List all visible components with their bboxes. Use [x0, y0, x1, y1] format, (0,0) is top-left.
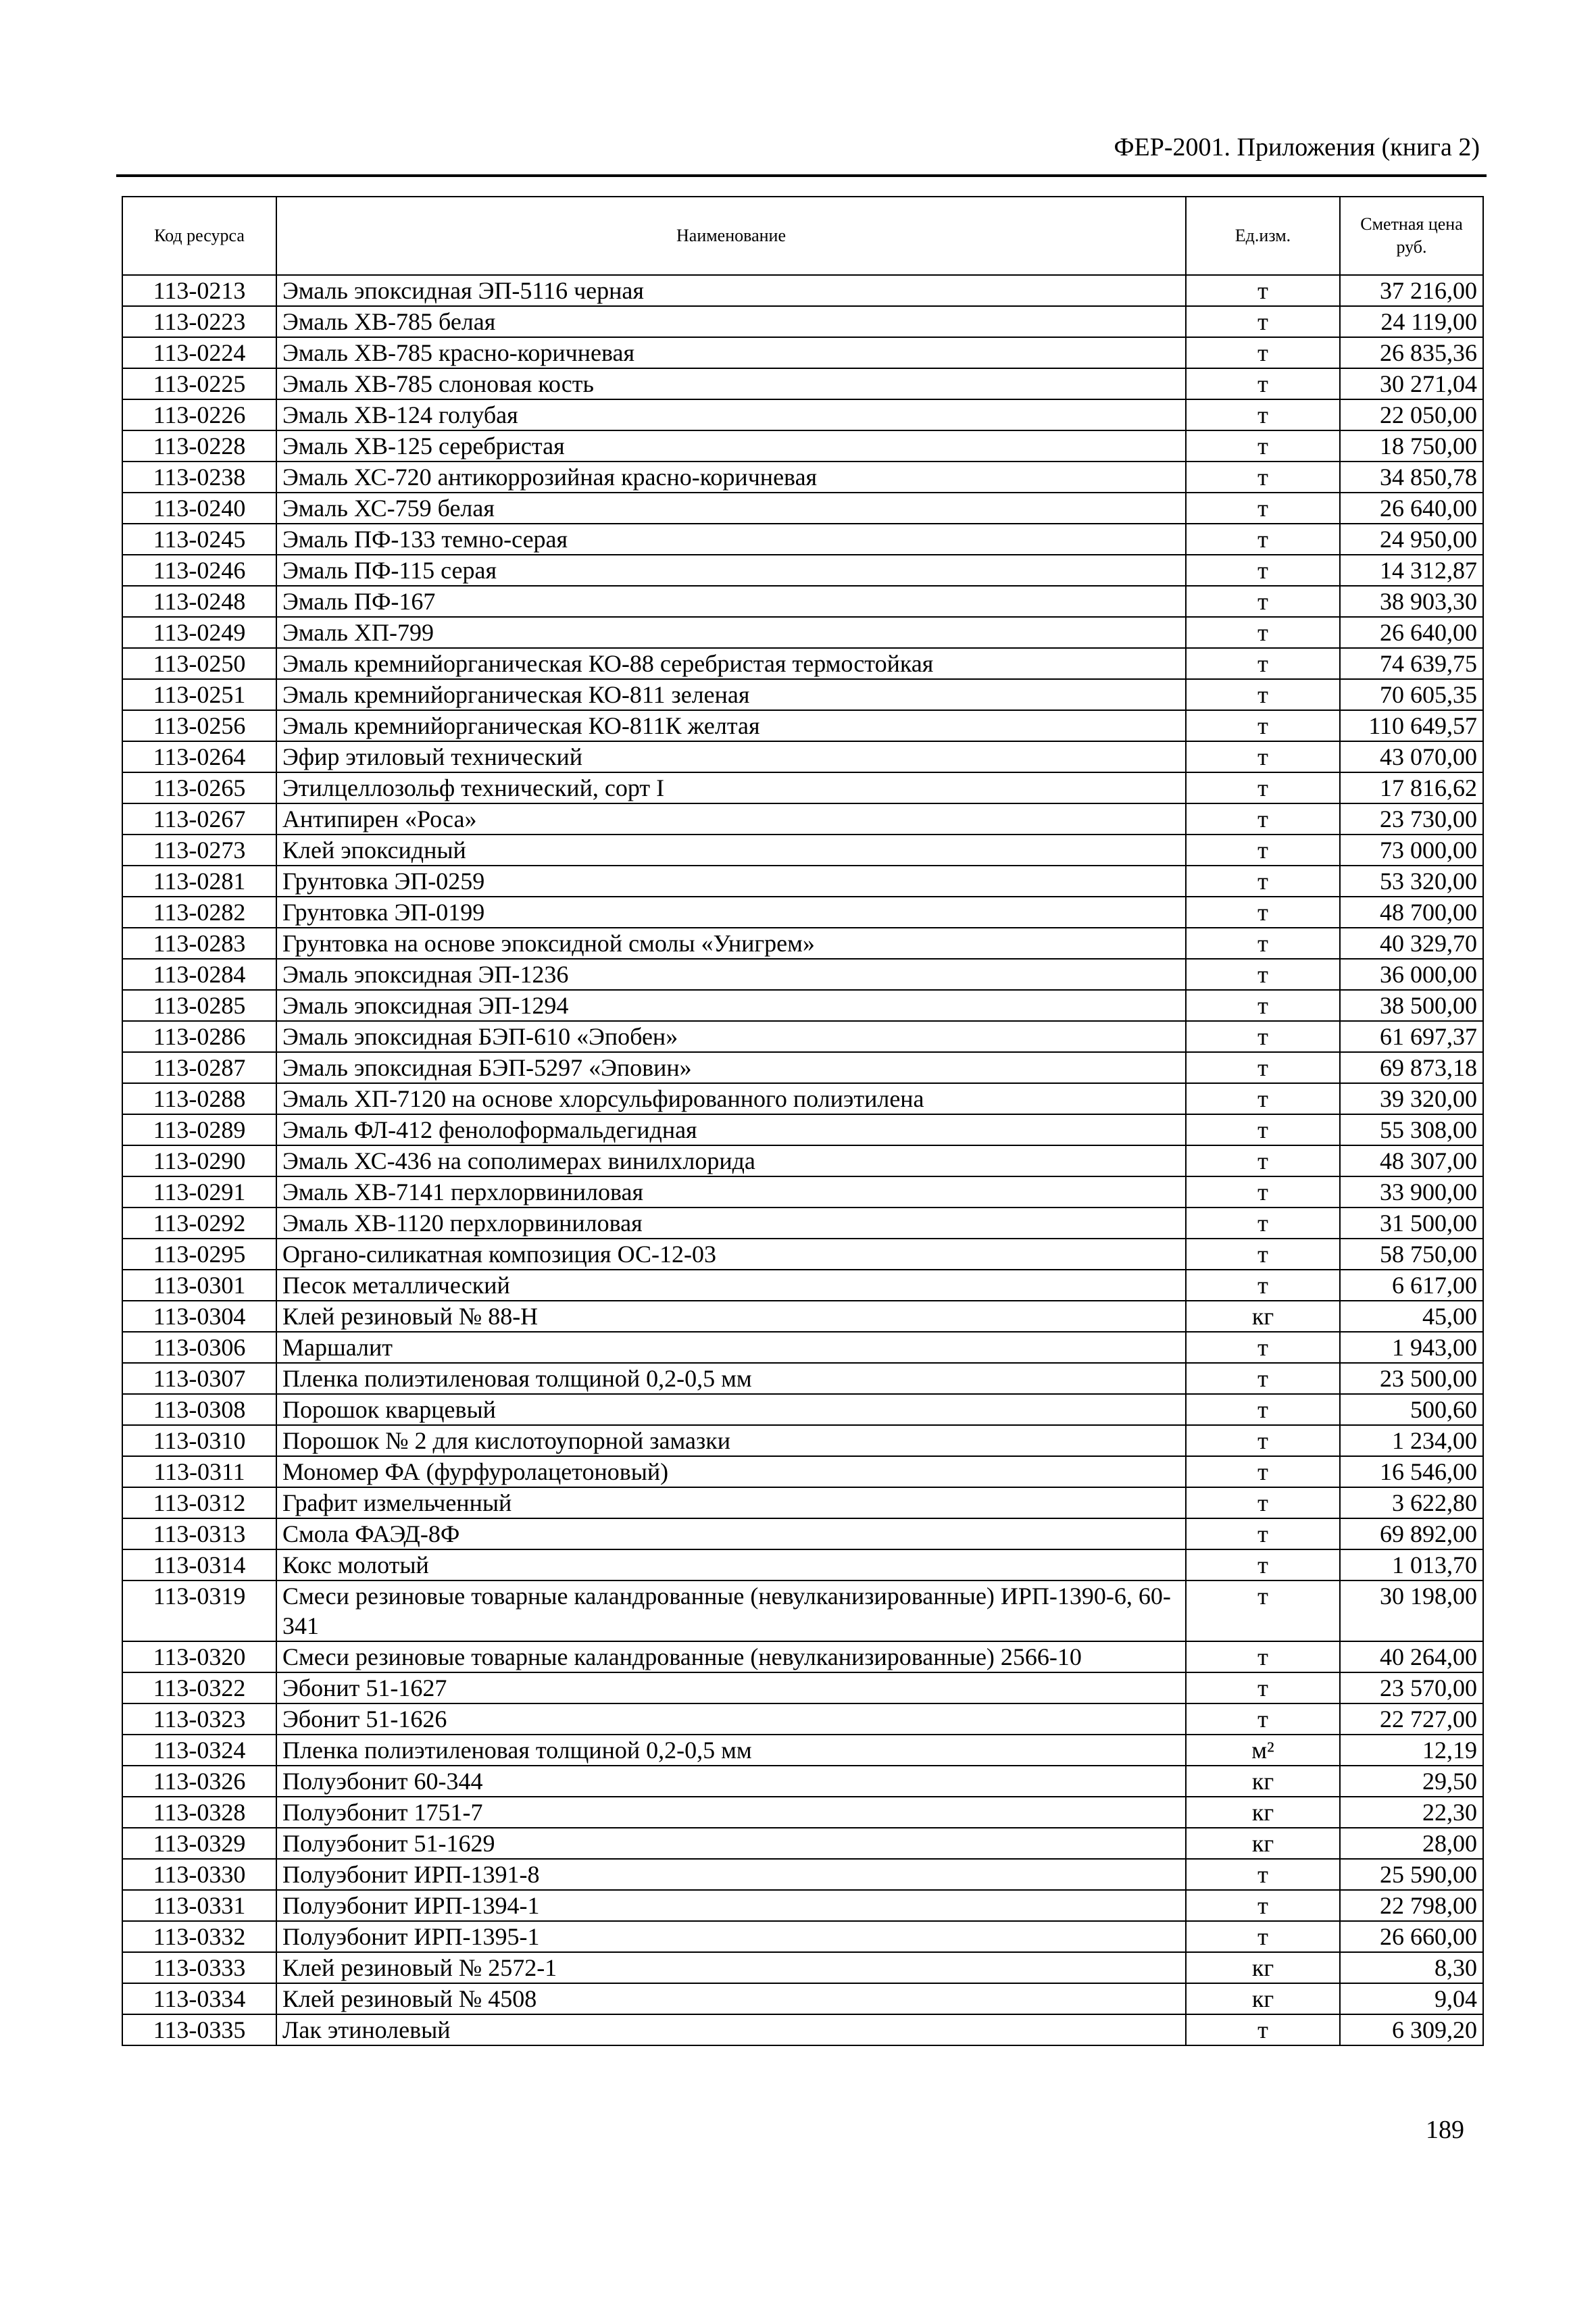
table-row	[122, 1580, 1483, 1641]
table-row	[122, 1983, 1483, 2014]
cell-price: 26 660,00	[1340, 1921, 1483, 1952]
cell-name: Эмаль ХП-7120 на основе хлорсульфированного полиэтилена	[276, 1083, 1186, 1114]
cell-code: 113-0245	[122, 524, 276, 555]
table-row	[122, 835, 1483, 866]
cell-code: 113-0285	[122, 990, 276, 1021]
cell-price: 74 639,75	[1340, 648, 1483, 679]
cell-price: 26 640,00	[1340, 493, 1483, 524]
cell-price: 69 892,00	[1340, 1518, 1483, 1549]
cell-price: 37 216,00	[1340, 275, 1483, 306]
cell-unit: т	[1186, 524, 1340, 555]
cell-unit: т	[1186, 1921, 1340, 1952]
cell-code: 113-0329	[122, 1828, 276, 1859]
cell-unit: т	[1186, 1672, 1340, 1703]
cell-price: 24 119,00	[1340, 306, 1483, 337]
table-row	[122, 1239, 1483, 1270]
cell-unit: т	[1186, 337, 1340, 368]
cell-price: 110 649,57	[1340, 710, 1483, 741]
cell-code: 113-0313	[122, 1518, 276, 1549]
cell-name: Клей резиновый № 88-Н	[276, 1301, 1186, 1332]
cell-price: 22,30	[1340, 1797, 1483, 1828]
cell-name: Эмаль ХВ-785 слоновая кость	[276, 368, 1186, 399]
cell-code: 113-0310	[122, 1425, 276, 1456]
table-row	[122, 462, 1483, 493]
cell-unit: т	[1186, 493, 1340, 524]
cell-code: 113-0334	[122, 1983, 276, 2014]
cell-name: Пленка полиэтиленовая толщиной 0,2-0,5 мм	[276, 1735, 1186, 1766]
cell-price: 24 950,00	[1340, 524, 1483, 555]
cell-name: Эфир этиловый технический	[276, 741, 1186, 772]
cell-name: Эмаль эпоксидная ЭП-1294	[276, 990, 1186, 1021]
table-body	[122, 275, 1483, 2045]
cell-price: 26 835,36	[1340, 337, 1483, 368]
cell-price: 23 730,00	[1340, 803, 1483, 835]
cell-name: Полуэбонит 51-1629	[276, 1828, 1186, 1859]
table-row	[122, 1114, 1483, 1145]
cell-unit: т	[1186, 1641, 1340, 1672]
cell-name: Этилцеллозольф технический, сорт I	[276, 772, 1186, 803]
cell-code: 113-0286	[122, 1021, 276, 1052]
cell-code: 113-0281	[122, 866, 276, 897]
cell-code: 113-0256	[122, 710, 276, 741]
cell-price: 29,50	[1340, 1766, 1483, 1797]
cell-price: 22 798,00	[1340, 1890, 1483, 1921]
cell-name: Полуэбонит ИРП-1391-8	[276, 1859, 1186, 1890]
table-row	[122, 430, 1483, 462]
cell-unit: т	[1186, 1363, 1340, 1394]
cell-unit: т	[1186, 1394, 1340, 1425]
page-header-title: ФЕР-2001. Приложения (книга 2)	[1114, 133, 1480, 161]
table-row	[122, 1672, 1483, 1703]
cell-price: 22 727,00	[1340, 1703, 1483, 1735]
cell-price: 31 500,00	[1340, 1208, 1483, 1239]
table-row	[122, 1735, 1483, 1766]
cell-name: Полуэбонит 60-344	[276, 1766, 1186, 1797]
cell-unit: т	[1186, 275, 1340, 306]
cell-name: Эмаль ПФ-115 серая	[276, 555, 1186, 586]
table-row	[122, 710, 1483, 741]
cell-unit: кг	[1186, 1828, 1340, 1859]
cell-unit: т	[1186, 1456, 1340, 1487]
cell-code: 113-0319	[122, 1580, 276, 1641]
cell-code: 113-0306	[122, 1332, 276, 1363]
cell-code: 113-0283	[122, 928, 276, 959]
cell-name: Клей эпоксидный	[276, 835, 1186, 866]
cell-code: 113-0330	[122, 1859, 276, 1890]
cell-code: 113-0326	[122, 1766, 276, 1797]
table-row	[122, 1208, 1483, 1239]
table-row	[122, 866, 1483, 897]
cell-price: 28,00	[1340, 1828, 1483, 1859]
cell-price: 6 309,20	[1340, 2014, 1483, 2045]
cell-price: 38 903,30	[1340, 586, 1483, 617]
cell-unit: т	[1186, 1021, 1340, 1052]
table-row	[122, 275, 1483, 306]
cell-code: 113-0288	[122, 1083, 276, 1114]
table-row	[122, 959, 1483, 990]
cell-price: 14 312,87	[1340, 555, 1483, 586]
cell-code: 113-0304	[122, 1301, 276, 1332]
cell-price: 25 590,00	[1340, 1859, 1483, 1890]
cell-code: 113-0273	[122, 835, 276, 866]
cell-price: 23 500,00	[1340, 1363, 1483, 1394]
cell-unit: т	[1186, 617, 1340, 648]
cell-price: 33 900,00	[1340, 1176, 1483, 1208]
table-row	[122, 399, 1483, 430]
cell-code: 113-0333	[122, 1952, 276, 1983]
cell-name: Эмаль кремнийорганическая КО-88 серебристая термостойкая	[276, 648, 1186, 679]
cell-code: 113-0250	[122, 648, 276, 679]
cell-code: 113-0226	[122, 399, 276, 430]
cell-code: 113-0312	[122, 1487, 276, 1518]
cell-code: 113-0332	[122, 1921, 276, 1952]
cell-name: Эмаль эпоксидная ЭП-1236	[276, 959, 1186, 990]
cell-code: 113-0289	[122, 1114, 276, 1145]
table-row	[122, 1890, 1483, 1921]
cell-price: 61 697,37	[1340, 1021, 1483, 1052]
cell-name: Порошок № 2 для кислотоупорной замазки	[276, 1425, 1186, 1456]
cell-unit: кг	[1186, 1797, 1340, 1828]
table-row	[122, 617, 1483, 648]
cell-code: 113-0324	[122, 1735, 276, 1766]
cell-unit: т	[1186, 1518, 1340, 1549]
cell-price: 6 617,00	[1340, 1270, 1483, 1301]
table-row	[122, 1332, 1483, 1363]
table-row	[122, 1487, 1483, 1518]
cell-unit: т	[1186, 1052, 1340, 1083]
cell-name: Кокс молотый	[276, 1549, 1186, 1580]
cell-name: Маршалит	[276, 1332, 1186, 1363]
cell-price: 34 850,78	[1340, 462, 1483, 493]
cell-name: Клей резиновый № 2572-1	[276, 1952, 1186, 1983]
table-row	[122, 1703, 1483, 1735]
cell-unit: т	[1186, 555, 1340, 586]
cell-unit: кг	[1186, 1766, 1340, 1797]
cell-unit: т	[1186, 897, 1340, 928]
cell-name: Эмаль ХС-436 на сополимерах винилхлорида	[276, 1145, 1186, 1176]
cell-name: Эмаль ХС-759 белая	[276, 493, 1186, 524]
cell-name: Эмаль кремнийорганическая КО-811К желтая	[276, 710, 1186, 741]
cell-code: 113-0225	[122, 368, 276, 399]
cell-unit: т	[1186, 1890, 1340, 1921]
cell-code: 113-0248	[122, 586, 276, 617]
cell-unit: т	[1186, 648, 1340, 679]
cell-unit: т	[1186, 1487, 1340, 1518]
cell-name: Эмаль ХС-720 антикоррозийная красно-коричневая	[276, 462, 1186, 493]
cell-name: Клей резиновый № 4508	[276, 1983, 1186, 2014]
cell-unit: т	[1186, 990, 1340, 1021]
cell-unit: т	[1186, 430, 1340, 462]
table-row	[122, 1641, 1483, 1672]
cell-code: 113-0228	[122, 430, 276, 462]
cell-unit: т	[1186, 306, 1340, 337]
cell-price: 40 264,00	[1340, 1641, 1483, 1672]
cell-name: Графит измельченный	[276, 1487, 1186, 1518]
cell-code: 113-0331	[122, 1890, 276, 1921]
table-row	[122, 1363, 1483, 1394]
cell-name: Эмаль эпоксидная БЭП-5297 «Эповин»	[276, 1052, 1186, 1083]
table-row	[122, 1270, 1483, 1301]
table-row	[122, 1766, 1483, 1797]
cell-name: Эмаль ФЛ-412 фенолоформальдегидная	[276, 1114, 1186, 1145]
cell-unit: т	[1186, 399, 1340, 430]
cell-code: 113-0328	[122, 1797, 276, 1828]
table-row	[122, 897, 1483, 928]
cell-price: 18 750,00	[1340, 430, 1483, 462]
price-table	[122, 196, 1484, 2046]
table-row	[122, 679, 1483, 710]
cell-price: 8,30	[1340, 1952, 1483, 1983]
table-row	[122, 586, 1483, 617]
cell-name: Грунтовка ЭП-0259	[276, 866, 1186, 897]
cell-name: Эмаль ПФ-167	[276, 586, 1186, 617]
table-row	[122, 1394, 1483, 1425]
cell-unit: т	[1186, 928, 1340, 959]
table-row	[122, 493, 1483, 524]
cell-code: 113-0308	[122, 1394, 276, 1425]
cell-price: 3 622,80	[1340, 1487, 1483, 1518]
cell-unit: т	[1186, 1549, 1340, 1580]
table-row	[122, 1052, 1483, 1083]
cell-code: 113-0267	[122, 803, 276, 835]
cell-price: 26 640,00	[1340, 617, 1483, 648]
cell-code: 113-0284	[122, 959, 276, 990]
table-row	[122, 741, 1483, 772]
cell-price: 12,19	[1340, 1735, 1483, 1766]
cell-price: 30 198,00	[1340, 1580, 1483, 1641]
cell-unit: т	[1186, 772, 1340, 803]
table-row	[122, 1921, 1483, 1952]
cell-name: Эмаль ХП-799	[276, 617, 1186, 648]
cell-code: 113-0314	[122, 1549, 276, 1580]
cell-unit: т	[1186, 2014, 1340, 2045]
cell-code: 113-0335	[122, 2014, 276, 2045]
cell-price: 38 500,00	[1340, 990, 1483, 1021]
table-row	[122, 1083, 1483, 1114]
cell-unit: т	[1186, 1208, 1340, 1239]
cell-code: 113-0240	[122, 493, 276, 524]
cell-price: 1 234,00	[1340, 1425, 1483, 1456]
cell-code: 113-0295	[122, 1239, 276, 1270]
cell-price: 70 605,35	[1340, 679, 1483, 710]
cell-price: 73 000,00	[1340, 835, 1483, 866]
cell-code: 113-0290	[122, 1145, 276, 1176]
cell-price: 500,60	[1340, 1394, 1483, 1425]
cell-name: Эмаль ХВ-125 серебристая	[276, 430, 1186, 462]
cell-code: 113-0323	[122, 1703, 276, 1735]
cell-unit: т	[1186, 1332, 1340, 1363]
cell-unit: т	[1186, 1580, 1340, 1641]
table-row	[122, 337, 1483, 368]
cell-code: 113-0224	[122, 337, 276, 368]
cell-name: Эмаль эпоксидная ЭП-5116 черная	[276, 275, 1186, 306]
cell-name: Песок металлический	[276, 1270, 1186, 1301]
table-row	[122, 648, 1483, 679]
cell-price: 9,04	[1340, 1983, 1483, 2014]
cell-name: Эмаль ПФ-133 темно-серая	[276, 524, 1186, 555]
cell-unit: т	[1186, 1176, 1340, 1208]
cell-name: Антипирен «Роса»	[276, 803, 1186, 835]
table-row	[122, 990, 1483, 1021]
table-row	[122, 2014, 1483, 2045]
cell-code: 113-0246	[122, 555, 276, 586]
table-row	[122, 1425, 1483, 1456]
cell-price: 1 013,70	[1340, 1549, 1483, 1580]
cell-name: Эбонит 51-1626	[276, 1703, 1186, 1735]
cell-name: Эмаль ХВ-785 белая	[276, 306, 1186, 337]
cell-name: Грунтовка на основе эпоксидной смолы «Унигрем»	[276, 928, 1186, 959]
cell-name: Эмаль кремнийорганическая КО-811 зеленая	[276, 679, 1186, 710]
table-row	[122, 555, 1483, 586]
cell-name: Эмаль ХВ-124 голубая	[276, 399, 1186, 430]
table-row	[122, 1301, 1483, 1332]
cell-unit: т	[1186, 679, 1340, 710]
cell-code: 113-0249	[122, 617, 276, 648]
cell-name: Смеси резиновые товарные каландрованные (невулканизированные) ИРП-1390-6, 60-341	[276, 1580, 1186, 1641]
cell-unit: т	[1186, 710, 1340, 741]
cell-code: 113-0287	[122, 1052, 276, 1083]
table-row	[122, 772, 1483, 803]
cell-unit: м²	[1186, 1735, 1340, 1766]
cell-price: 40 329,70	[1340, 928, 1483, 959]
table-row	[122, 928, 1483, 959]
cell-price: 48 307,00	[1340, 1145, 1483, 1176]
cell-price: 16 546,00	[1340, 1456, 1483, 1487]
cell-code: 113-0291	[122, 1176, 276, 1208]
table-row	[122, 1828, 1483, 1859]
cell-price: 45,00	[1340, 1301, 1483, 1332]
cell-unit: т	[1186, 1145, 1340, 1176]
column-header-unit: Ед.изм.	[1186, 197, 1340, 275]
cell-name: Эмаль ХВ-785 красно-коричневая	[276, 337, 1186, 368]
table-row	[122, 1518, 1483, 1549]
cell-price: 48 700,00	[1340, 897, 1483, 928]
cell-price: 43 070,00	[1340, 741, 1483, 772]
table-row	[122, 524, 1483, 555]
page-number: 189	[1426, 2116, 1464, 2144]
cell-name: Пленка полиэтиленовая толщиной 0,2-0,5 мм	[276, 1363, 1186, 1394]
cell-unit: т	[1186, 866, 1340, 897]
column-header-code: Код ресурса	[122, 197, 276, 275]
column-header-price: Сметная цена руб.	[1340, 197, 1483, 275]
table-row	[122, 368, 1483, 399]
cell-name: Органо-силикатная композиция ОС-12-03	[276, 1239, 1186, 1270]
header-rule	[116, 174, 1487, 177]
cell-unit: кг	[1186, 1983, 1340, 2014]
cell-unit: т	[1186, 1239, 1340, 1270]
table-row	[122, 1176, 1483, 1208]
cell-price: 22 050,00	[1340, 399, 1483, 430]
cell-code: 113-0307	[122, 1363, 276, 1394]
cell-code: 113-0311	[122, 1456, 276, 1487]
cell-price: 17 816,62	[1340, 772, 1483, 803]
cell-unit: т	[1186, 741, 1340, 772]
table-header-row	[122, 197, 1483, 275]
cell-name: Эмаль ХВ-7141 перхлорвиниловая	[276, 1176, 1186, 1208]
cell-price: 55 308,00	[1340, 1114, 1483, 1145]
cell-name: Порошок кварцевый	[276, 1394, 1186, 1425]
cell-name: Полуэбонит ИРП-1395-1	[276, 1921, 1186, 1952]
table-row	[122, 1797, 1483, 1828]
cell-price: 1 943,00	[1340, 1332, 1483, 1363]
cell-price: 69 873,18	[1340, 1052, 1483, 1083]
cell-unit: т	[1186, 1083, 1340, 1114]
table-row	[122, 1021, 1483, 1052]
cell-unit: т	[1186, 835, 1340, 866]
cell-name: Мономер ФА (фурфуролацетоновый)	[276, 1456, 1186, 1487]
cell-price: 58 750,00	[1340, 1239, 1483, 1270]
cell-price: 36 000,00	[1340, 959, 1483, 990]
cell-price: 30 271,04	[1340, 368, 1483, 399]
cell-price: 39 320,00	[1340, 1083, 1483, 1114]
cell-code: 113-0322	[122, 1672, 276, 1703]
cell-price: 23 570,00	[1340, 1672, 1483, 1703]
cell-unit: т	[1186, 803, 1340, 835]
cell-code: 113-0301	[122, 1270, 276, 1301]
cell-price: 53 320,00	[1340, 866, 1483, 897]
cell-name: Эмаль ХВ-1120 перхлорвиниловая	[276, 1208, 1186, 1239]
cell-unit: т	[1186, 959, 1340, 990]
cell-unit: т	[1186, 368, 1340, 399]
cell-name: Полуэбонит 1751-7	[276, 1797, 1186, 1828]
cell-code: 113-0292	[122, 1208, 276, 1239]
cell-unit: т	[1186, 586, 1340, 617]
table-row	[122, 1549, 1483, 1580]
cell-code: 113-0238	[122, 462, 276, 493]
cell-name: Смола ФАЭД-8Ф	[276, 1518, 1186, 1549]
cell-code: 113-0320	[122, 1641, 276, 1672]
cell-unit: т	[1186, 1425, 1340, 1456]
cell-code: 113-0213	[122, 275, 276, 306]
cell-name: Полуэбонит ИРП-1394-1	[276, 1890, 1186, 1921]
cell-unit: т	[1186, 1270, 1340, 1301]
cell-code: 113-0223	[122, 306, 276, 337]
table-row	[122, 803, 1483, 835]
cell-unit: т	[1186, 462, 1340, 493]
cell-unit: т	[1186, 1859, 1340, 1890]
cell-name: Лак этинолевый	[276, 2014, 1186, 2045]
table-row	[122, 1952, 1483, 1983]
cell-code: 113-0265	[122, 772, 276, 803]
cell-code: 113-0251	[122, 679, 276, 710]
cell-name: Грунтовка ЭП-0199	[276, 897, 1186, 928]
table-row	[122, 1456, 1483, 1487]
cell-name: Смеси резиновые товарные каландрованные (невулканизированные) 2566-10	[276, 1641, 1186, 1672]
cell-unit: кг	[1186, 1952, 1340, 1983]
cell-unit: т	[1186, 1703, 1340, 1735]
cell-code: 113-0282	[122, 897, 276, 928]
cell-name: Эмаль эпоксидная БЭП-610 «Эпобен»	[276, 1021, 1186, 1052]
cell-unit: т	[1186, 1114, 1340, 1145]
table-row	[122, 306, 1483, 337]
cell-unit: кг	[1186, 1301, 1340, 1332]
table-row	[122, 1145, 1483, 1176]
column-header-name: Наименование	[276, 197, 1186, 275]
table-row	[122, 1859, 1483, 1890]
cell-name: Эбонит 51-1627	[276, 1672, 1186, 1703]
cell-code: 113-0264	[122, 741, 276, 772]
